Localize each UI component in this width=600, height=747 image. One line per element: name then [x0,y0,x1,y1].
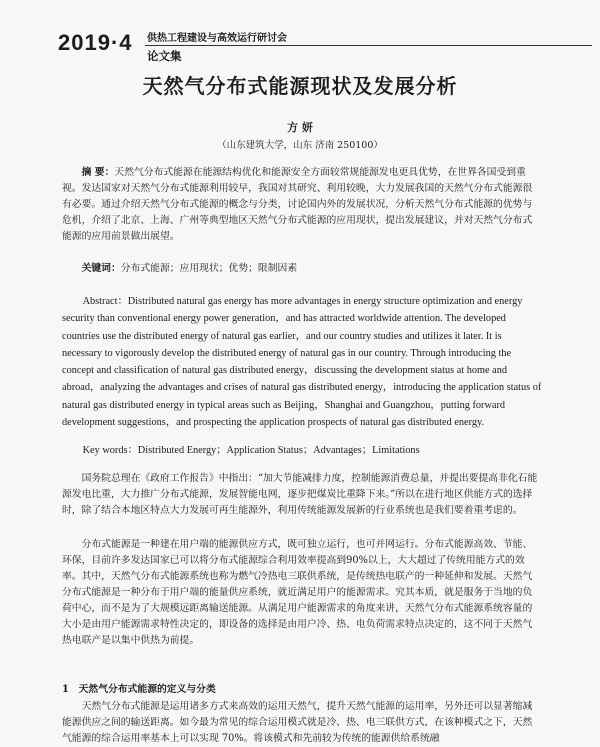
author: 方 妍 [287,121,313,134]
keywords-en-text: Distributed Energy；Application Status；Advantages；Limitations [137,445,420,456]
keywords-cn-label: 关键词： [81,263,121,274]
conference-name: 供热工程建设与高效运行研讨会 [147,33,287,44]
keywords-en-label: Key words： [82,445,138,456]
abstract-en-label: Abstract： [82,296,128,307]
abstract-cn [62,165,540,245]
body-paragraph-3: 天然气分布式能源是运用诸多方式来高效的运用天然气，提升天然气能源的运用率，另外还可以显著缩减能源供应之间的输送距离。如今最为常见的综合运用模式就是冷、热、电三联供方式，在该种模式之下，天然气能源的综合运用率基本上可以实现 70%。将该模式和先前较为传统的能源供给系统融 [62,701,533,744]
affiliation: （山东建筑大学，山东 济南 250100） [217,140,383,151]
paper-title: 天然气分布式能源现状及发展分析 [142,74,458,98]
abstract-en-text: Distributed natural gas energy has more advantages in energy structure optimization and energy security than conventional energy power generation，and has attracted worldwide attention. The developed countries use the distributed energy of natural gas earlier，and our country studies and utilizes it later. It is necessary to vigorously develop the distributed energy of natural gas in our country. Through introducing the concept and classification of natural gas distributed energy，discussing the development status at home and abroad，analyzing the advantages and crises of natural gas distributed energy，introducing the application status of natural gas distributed energy in typical areas such as Beijing，Shanghai and Guangzhou，putting forward development suggestions，and prospecting the application prospects of natural gas distributed energy. [62,296,542,429]
abstract-cn-text: 天然气分布式能源在能源结构优化和能源安全方面较常规能源发电更具优势，在世界各国受到重视。发达国家对天然气分布式能源利用较早，我国对其研究、利用较晚，大力发展我国的天然气分布式能源很有必要。通过介绍天然气分布式能源的概念与分类，讨论国内外的发展状况，分析天然气分布式能源的优势与危机，介绍了北京、上海、广州等典型地区天然气分布式能源的应用现状，提出发展建议，并对天然气分布式能源的应用前景做出展望。 [62,167,533,242]
header-divider [145,45,592,46]
abstract-cn-label: 摘 要： [81,167,115,178]
body-paragraph-1: 国务院总理在《政府工作报告》中指出：“加大节能减排力度，控制能源消费总量，并提出要提高非化石能源发电比重，大力推广分布式能源，发展智能电网，逐步把煤炭比重降下来。”所以在进行地区供能方式的选择时，除了结合本地区特点大力发展可再生能源外，利用传统能源发展新的行业系统也是我们要着重考虑的。 [62,473,538,516]
issue-year: 2019·4 [58,30,133,55]
keywords-en [62,442,542,459]
body-paragraph-2: 分布式能源是一种建在用户端的能源供应方式，既可独立运行，也可并网运行。分布式能源高效、节能、环保，目前许多发达国家已可以将分布式能源综合利用效率提高到90%以上，大大超过了传统用能方式的效率。其中，天然气分布式能源系统也称为燃气冷热电三联供系统，是传统热电联产的一种延伸和发展。天然气分布式能源是一种分布于用户端的能量供应系统，就近满足用户的能源需求。究其本质，就是服务于当地的负荷中心，而不是为了大规模远距离输送能源。从满足用户能源需求的角度来讲，天然气分布式能源系统容量的大小是由用户能源需求特性决定的，即设备的选择是由用户冷、热、电负荷需求特点决定的，这不同于天然气热电联产是以集中供热为前提。 [62,539,533,646]
keywords-cn [62,261,540,277]
keywords-cn-text: 分布式能源；应用现状；优势；限制因素 [120,263,298,274]
abstract-en [62,293,542,431]
collection-label: 论文集 [147,49,182,63]
section-heading-1: 1 天然气分布式能源的定义与分类 [62,684,216,695]
